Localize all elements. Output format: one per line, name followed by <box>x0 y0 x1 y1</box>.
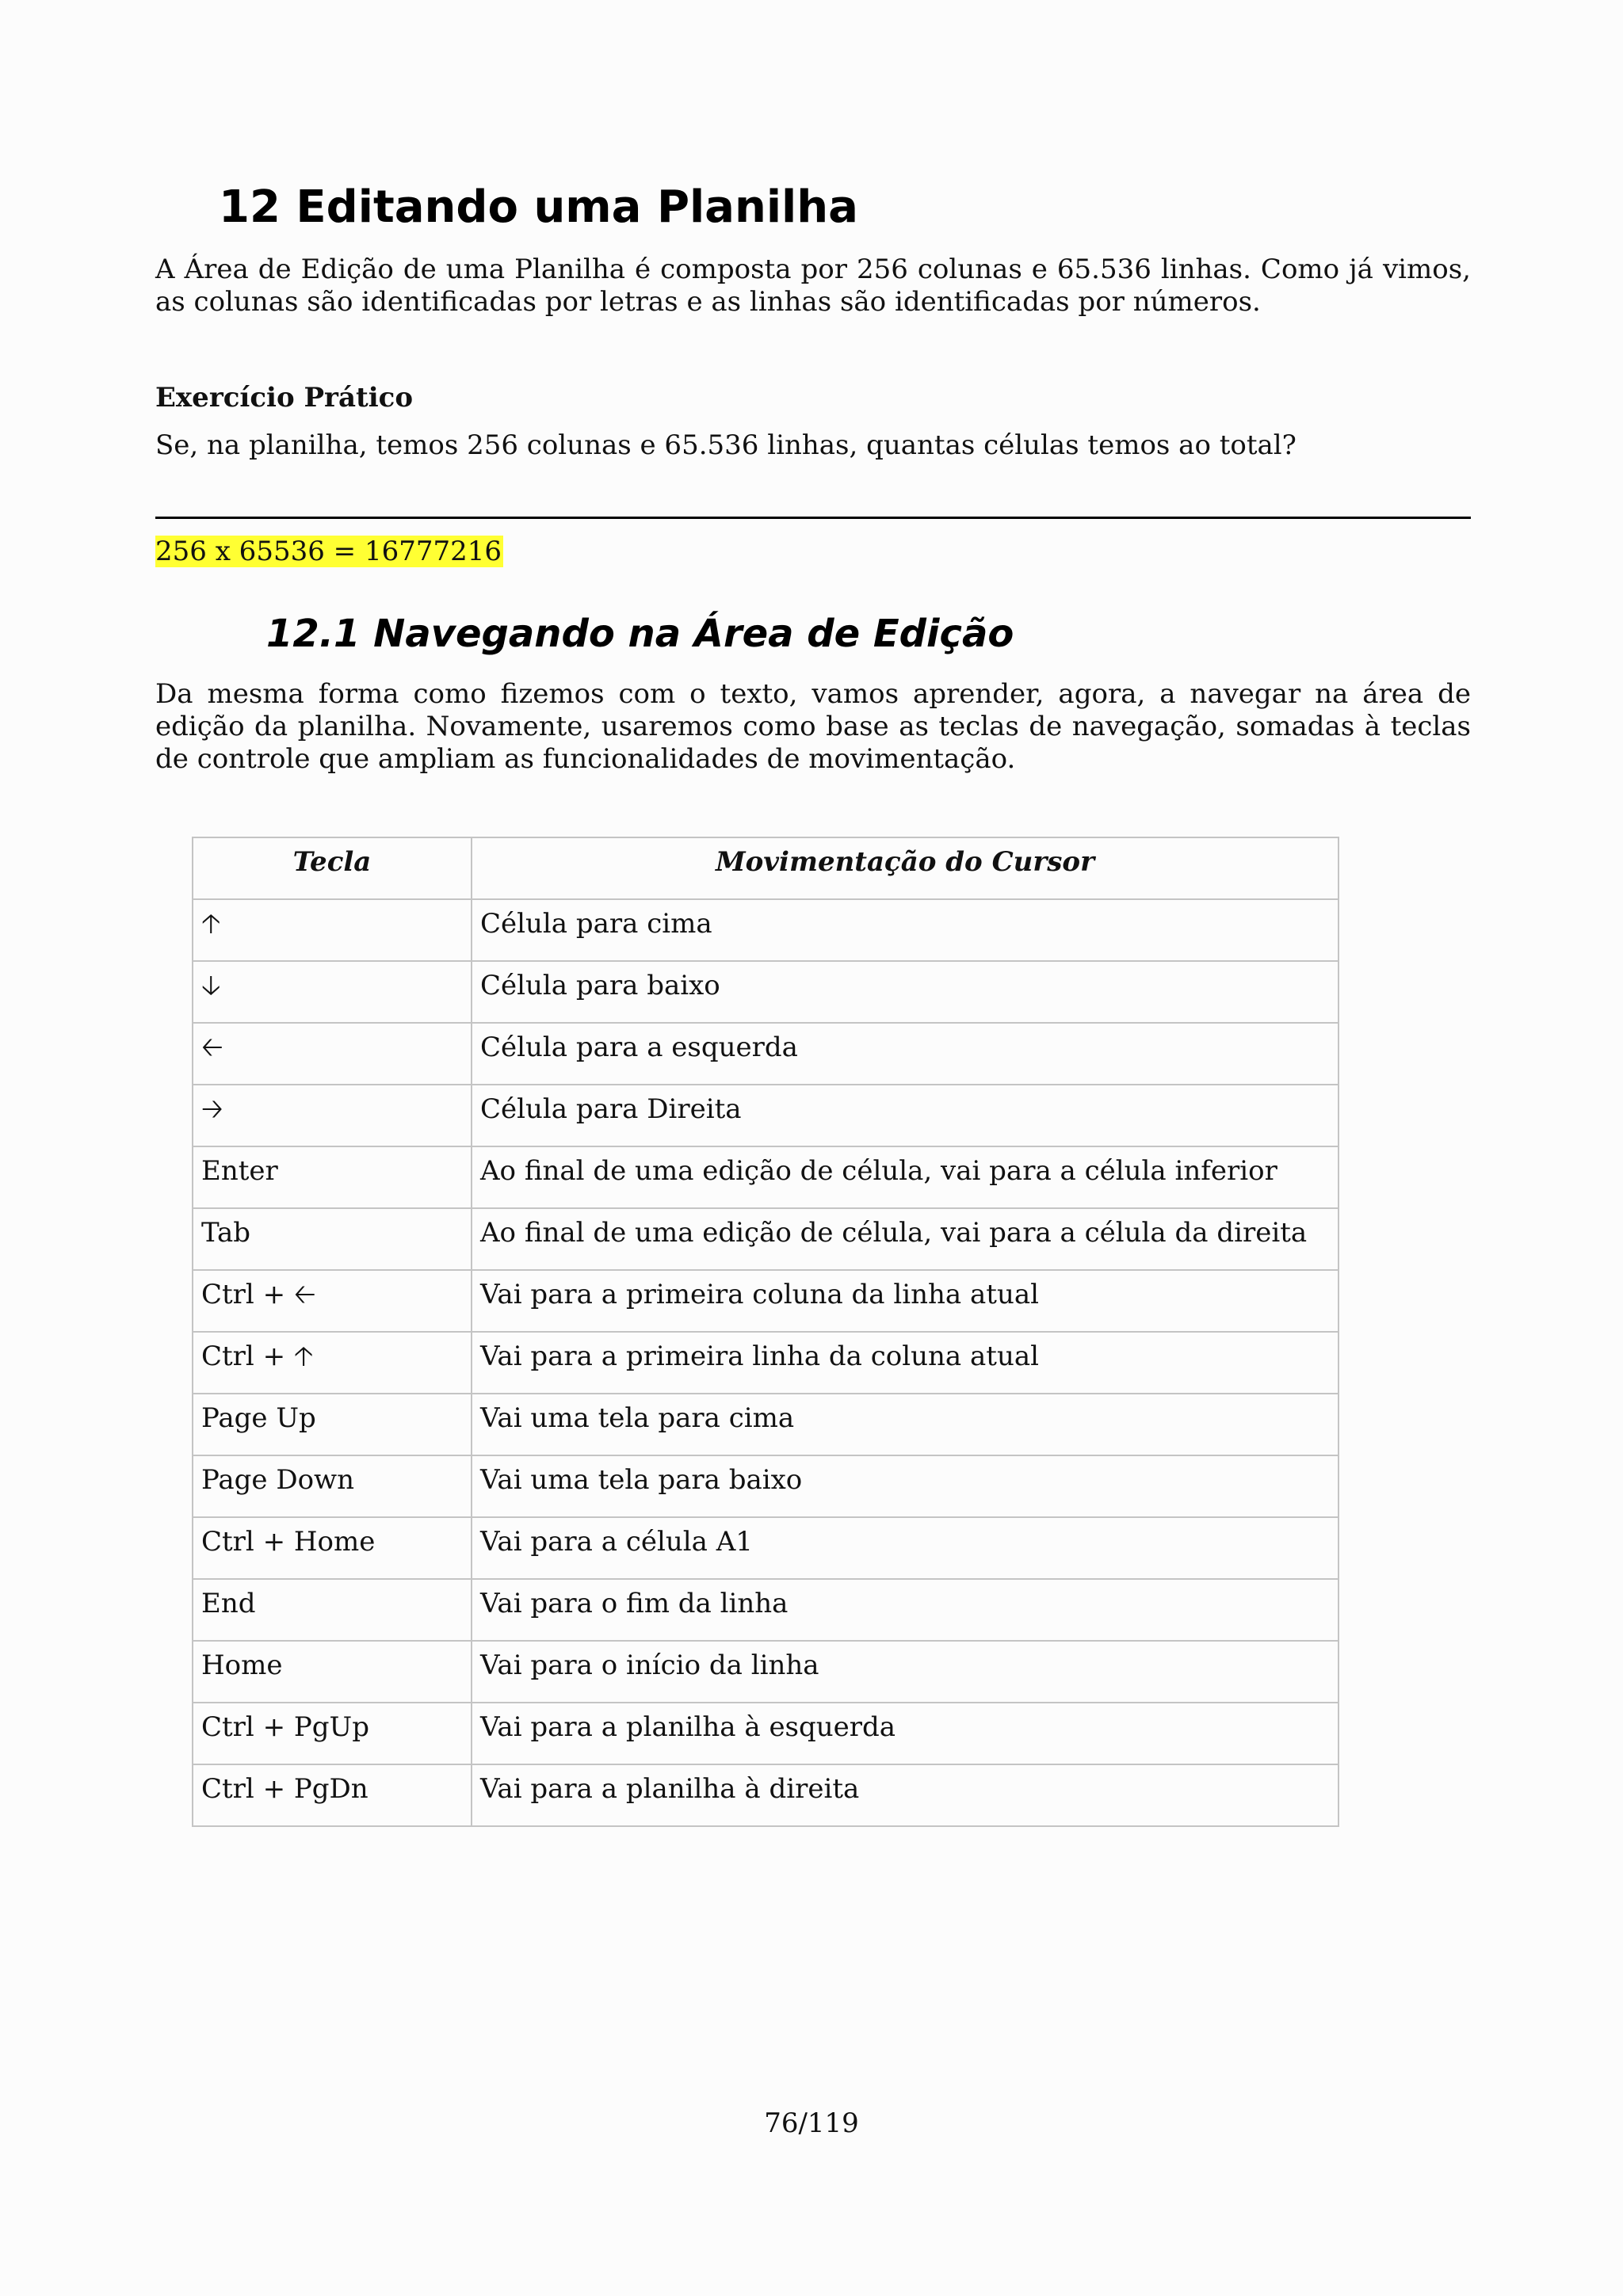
key-cell: Tab <box>193 1208 472 1270</box>
header-key: Tecla <box>193 837 472 899</box>
table-row <box>193 1394 1338 1455</box>
key-cell: 🡠 <box>193 1023 472 1085</box>
movement-cell: Vai para a primeira coluna da linha atual <box>472 1270 1338 1332</box>
movement-cell: Vai para a célula A1 <box>472 1517 1338 1579</box>
table-row <box>193 1085 1338 1146</box>
exercise-answer-highlight: 256 x 65536 = 16777216 <box>155 536 502 567</box>
table-row <box>193 1270 1338 1332</box>
table-row <box>193 1517 1338 1579</box>
table-row <box>193 1023 1338 1085</box>
key-cell: Ctrl + 🡠 <box>193 1270 472 1332</box>
movement-cell: Vai uma tela para cima <box>472 1394 1338 1455</box>
table-row <box>193 1579 1338 1641</box>
key-cell: Ctrl + Home <box>193 1517 472 1579</box>
key-cell: Page Up <box>193 1394 472 1455</box>
table-row <box>193 961 1338 1023</box>
table-row <box>193 1764 1338 1826</box>
header-movement: Movimentação do Cursor <box>472 837 1338 899</box>
movement-cell: Célula para baixo <box>472 961 1338 1023</box>
table-row <box>193 899 1338 961</box>
navigation-paragraph: Da mesma forma como fizemos com o texto, vamos aprender, agora, a navegar na área de edição da planilha. Novamente, usaremos como base as teclas de navegação, somadas à teclas de controle que ampliam as funcionalidades de movimentação. <box>155 678 1471 775</box>
movement-cell: Vai para a planilha à direita <box>472 1764 1338 1826</box>
movement-cell: Vai para a planilha à esquerda <box>472 1703 1338 1764</box>
key-cell: 🡡 <box>193 899 472 961</box>
movement-cell: Vai para o início da linha <box>472 1641 1338 1703</box>
key-cell: 🡢 <box>193 1085 472 1146</box>
movement-cell: Célula para cima <box>472 899 1338 961</box>
table-header-row <box>193 837 1338 899</box>
section-heading: 12 Editando uma Planilha <box>219 181 858 233</box>
exercise-question: Se, na planilha, temos 256 colunas e 65.536 linhas, quantas células temos ao total? <box>155 429 1296 461</box>
intro-paragraph: A Área de Edição de uma Planilha é composta por 256 colunas e 65.536 linhas. Como já vimos, as colunas são identificadas por letras e as linhas são identificadas por números. <box>155 254 1471 318</box>
movement-cell: Célula para a esquerda <box>472 1023 1338 1085</box>
table-row <box>193 1641 1338 1703</box>
table-row <box>193 1332 1338 1394</box>
key-cell: End <box>193 1579 472 1641</box>
movement-cell: Ao final de uma edição de célula, vai para a célula da direita <box>472 1208 1338 1270</box>
table-row <box>193 1703 1338 1764</box>
key-cell: Home <box>193 1641 472 1703</box>
key-cell: Ctrl + PgDn <box>193 1764 472 1826</box>
movement-cell: Célula para Direita <box>472 1085 1338 1146</box>
key-cell: 🡣 <box>193 961 472 1023</box>
key-cell: Ctrl + 🡡 <box>193 1332 472 1394</box>
navigation-keys-table <box>192 837 1339 1827</box>
table-row <box>193 1455 1338 1517</box>
answer-line <box>155 517 1471 519</box>
exercise-label: Exercício Prático <box>155 382 413 414</box>
movement-cell: Vai para o fim da linha <box>472 1579 1338 1641</box>
movement-cell: Ao final de uma edição de célula, vai para a célula inferior <box>472 1146 1338 1208</box>
table-row <box>193 1146 1338 1208</box>
table-row <box>193 1208 1338 1270</box>
movement-cell: Vai para a primeira linha da coluna atual <box>472 1332 1338 1394</box>
key-cell: Ctrl + PgUp <box>193 1703 472 1764</box>
page-number: 76/119 <box>764 2107 859 2139</box>
subsection-heading: 12.1 Navegando na Área de Edição <box>266 612 1014 656</box>
movement-cell: Vai uma tela para baixo <box>472 1455 1338 1517</box>
key-cell: Page Down <box>193 1455 472 1517</box>
key-cell: Enter <box>193 1146 472 1208</box>
